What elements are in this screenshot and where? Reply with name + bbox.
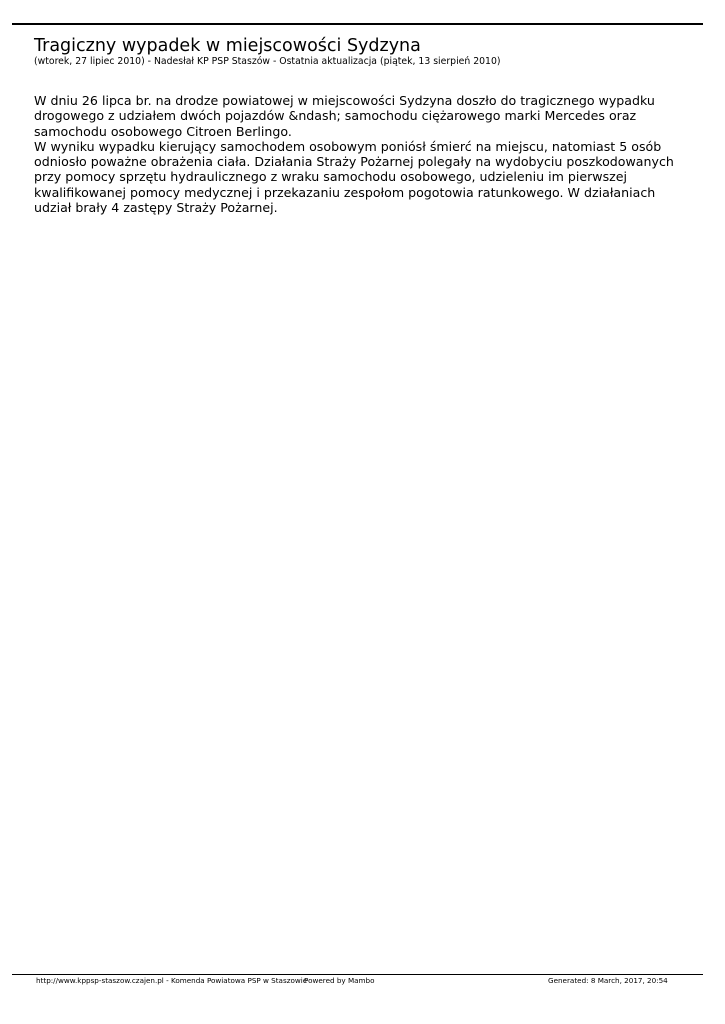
bottom-divider [12,974,703,975]
article-paragraph: W wyniku wypadku kierujący samochodem osobowym poniósł śmierć na miejscu, natomiast 5 osób odniosło poważne obrażenia ciała. Działania Straży Pożarnej polegały na wydobyciu poszkodowanych przy pomocy sprzętu hydraulicznego z wraku samochodu osobowego, udzieleniu im pierwszej kwalifikowanej pomocy medycznej i przekazaniu zespołom pogotowia ratunkowego. W działaniach udział brały 4 zastępy Straży Pożarnej. [34,138,674,216]
footer-generated: Generated: 8 March, 2017, 20:54 [548,976,668,985]
article-title: Tragiczny wypadek w miejscowości Sydzyna [34,36,421,56]
article-paragraph: W dniu 26 lipca br. na drodze powiatowej w miejscowości Sydzyna doszło do tragicznego wypadku drogowego z udziałem dwóch pojazdów &ndash; samochodu ciężarowego marki Mercedes oraz samochodu osobowego Citroen Berlingo. [34,93,655,139]
article-body [34,93,684,215]
footer-source-url[interactable]: http://www.kppsp-staszow.czajen.pl - Komenda Powiatowa PSP w Staszowie [36,976,308,985]
article [34,36,684,215]
top-divider [12,23,703,25]
article-meta: (wtorek, 27 lipiec 2010) - Nadesłał KP PSP Staszów - Ostatnia aktualizacja (piątek, 13 sierpień 2010) [34,56,501,67]
footer-powered-by: Powered by Mambo [304,976,375,985]
